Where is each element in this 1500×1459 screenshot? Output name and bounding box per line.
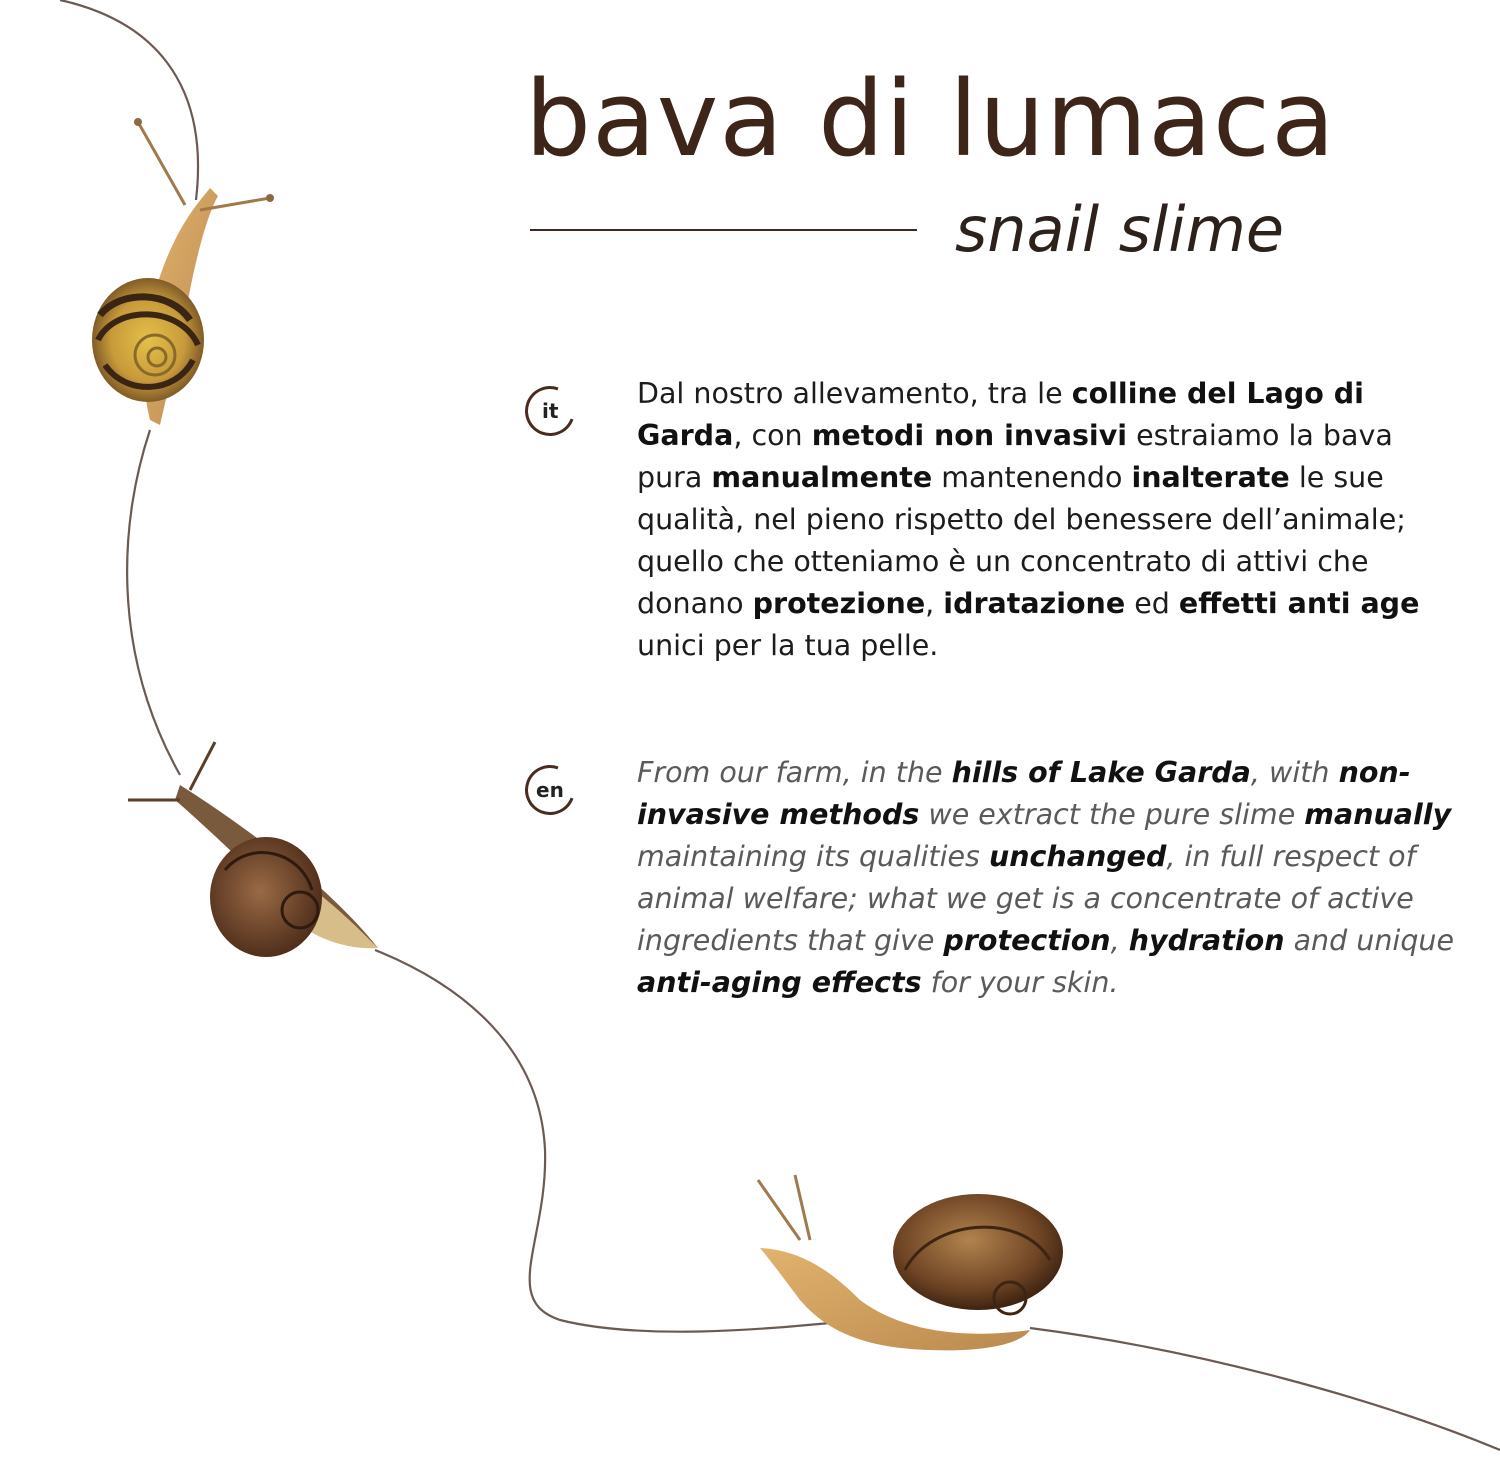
page-subtitle: snail slime — [955, 193, 1285, 266]
body-text: unici per la tua pelle. — [637, 629, 939, 662]
body-text: , — [1110, 924, 1129, 957]
body-text: From our farm, in the — [637, 756, 952, 789]
highlight-text: metodi non invasivi — [811, 419, 1128, 452]
body-text: and unique — [1284, 924, 1455, 957]
highlight-text: protezione — [752, 587, 926, 620]
highlight-text: effetti anti age — [1178, 587, 1420, 620]
body-text: mantenendo — [932, 461, 1132, 494]
highlight-text: manually — [1304, 798, 1452, 831]
body-text: estraiamo la bava pura — [637, 419, 1393, 494]
highlight-text: protection — [943, 924, 1111, 957]
highlight-text: hills of Lake Garda — [951, 756, 1251, 789]
highlight-text: anti-aging effects — [637, 966, 922, 999]
snail-top — [92, 118, 274, 425]
highlight-text: unchanged — [988, 840, 1167, 873]
highlight-text: inalterate — [1131, 461, 1290, 494]
highlight-text: hydration — [1128, 924, 1285, 957]
highlight-text: idratazione — [943, 587, 1126, 620]
language-badge-label: en — [536, 778, 564, 802]
body-text: Dal nostro allevamento, tra le — [637, 377, 1072, 410]
highlight-text: colline del Lago di Garda — [637, 377, 1364, 452]
language-badge-label: it — [541, 399, 559, 424]
title-divider — [530, 229, 917, 231]
body-text: , with — [1250, 756, 1339, 789]
body-text: for your skin. — [921, 966, 1119, 999]
description-english — [637, 752, 1467, 1004]
body-text: , con — [733, 419, 812, 452]
snail-bottom — [758, 1175, 1063, 1350]
body-text: we extract the pure slime — [919, 798, 1305, 831]
body-text: ed — [1125, 587, 1179, 620]
snail-middle — [128, 742, 378, 957]
highlight-text: non-invasive methods — [637, 756, 1411, 831]
body-text: , in full respect of animal welfare; what we get is a concentrate of active ingredients that give — [637, 840, 1416, 957]
highlight-text: manualmente — [711, 461, 933, 494]
body-text: , — [925, 587, 944, 620]
page-title: bava di lumaca — [525, 58, 1336, 180]
description-italian — [637, 373, 1467, 667]
body-text: maintaining its qualities — [637, 840, 989, 873]
body-text: le sue qualità, nel pieno rispetto del benessere dell’animale; quello che otteniamo è un concentrato di attivi che donano — [637, 461, 1406, 620]
